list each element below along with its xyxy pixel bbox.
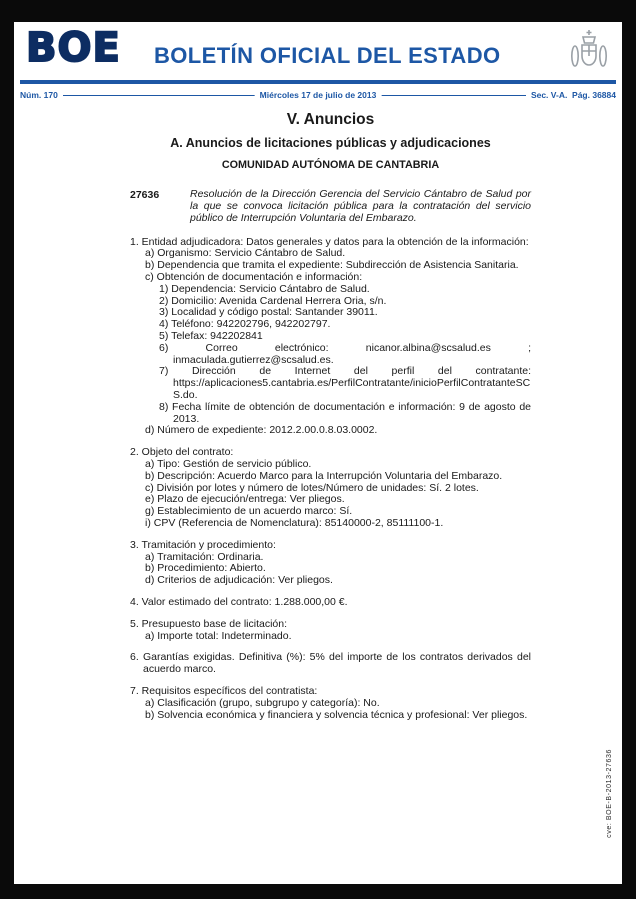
list-item-label: b) bbox=[145, 469, 155, 482]
list-item-label: 4) bbox=[159, 318, 169, 331]
list-item: a) Tipo: Gestión de servicio público. bbox=[145, 457, 312, 470]
list-item-label: 4. bbox=[130, 595, 139, 608]
list-item-label: 1) bbox=[159, 282, 169, 295]
list-item: a) Clasificación (grupo, subgrupo y categoría): No. bbox=[145, 696, 380, 709]
list-item: b) Dependencia que tramita el expediente: Subdirección de Asistencia Sanitaria. bbox=[145, 259, 519, 272]
cve-vertical-text: cve: BOE-B-2013-27636 bbox=[606, 749, 613, 838]
announcement-header bbox=[130, 188, 531, 225]
list-item: 8) Fecha límite de obtención de documentación e información: 9 de agosto de 2013. bbox=[159, 400, 531, 425]
list-item-label: a) bbox=[145, 696, 155, 709]
list-item: i) CPV (Referencia de Nomenclatura): 85140000-2, 85111100-1. bbox=[145, 516, 444, 529]
list-item: 1. Entidad adjudicadora: Datos generales y datos para la obtención de la información: bbox=[130, 235, 529, 248]
list-item: b) Descripción: Acuerdo Marco para la Interrupción Voluntaria del Embarazo. bbox=[145, 469, 503, 482]
issue-number: Núm. 170 bbox=[20, 88, 63, 102]
list-item: 3) Localidad y código postal: Santander 39011. bbox=[159, 306, 378, 319]
list-item: 4. Valor estimado del contrato: 1.288.000,00 €. bbox=[130, 595, 348, 608]
list-item: b) Solvencia económica y financiera y solvencia técnica y profesional: Ver pliegos. bbox=[145, 708, 528, 721]
list-item-label: 6. bbox=[130, 651, 139, 664]
list-item: a) Tramitación: Ordinaria. bbox=[145, 550, 264, 563]
list-item-label: 5) bbox=[159, 329, 169, 342]
list-item: a) Importe total: Indeterminado. bbox=[145, 629, 292, 642]
list-item-label: b) bbox=[145, 708, 155, 721]
list-item-label: 8) bbox=[159, 400, 169, 413]
list-item-label: c) bbox=[145, 271, 154, 283]
masthead-rule bbox=[20, 80, 616, 84]
list-item: a) Organismo: Servicio Cántabro de Salud. bbox=[145, 247, 346, 260]
authority-title: COMUNIDAD AUTÓNOMA DE CANTABRIA bbox=[221, 159, 440, 171]
list-item: e) Plazo de ejecución/entrega: Ver pliegos. bbox=[145, 493, 345, 506]
coat-of-arms-icon bbox=[570, 28, 608, 79]
boe-logo: BOE bbox=[26, 25, 121, 71]
list-item-label: 5. bbox=[130, 617, 139, 630]
list-item: 6. Garantías exigidas. Definitiva (%): 5% del importe de los contratos derivados del acuerdo marco. bbox=[130, 651, 531, 676]
list-item: 5. Presupuesto base de licitación: bbox=[130, 617, 288, 630]
list-item: g) Establecimiento de un acuerdo marco: Sí. bbox=[145, 505, 353, 518]
gazette-page bbox=[14, 22, 622, 884]
list-item: 6) Correo electrónico: nicanor.albina@scsalud.es ; inmaculada.gutierrez@scsalud.es. bbox=[159, 341, 531, 366]
issue-meta-row bbox=[20, 88, 616, 102]
list-item-label: a) bbox=[145, 247, 155, 260]
announcement-body bbox=[130, 237, 531, 722]
list-item: b) Procedimiento: Abierto. bbox=[145, 562, 266, 575]
list-item-label: 2. bbox=[130, 446, 139, 459]
subsection-title: A. Anuncios de licitaciones públicas y adjudicaciones bbox=[170, 136, 491, 150]
content-column bbox=[130, 111, 531, 721]
list-item-label: 7. bbox=[130, 684, 139, 697]
list-item: 7. Requisitos específicos del contratista: bbox=[130, 684, 318, 697]
list-item-label: a) bbox=[145, 457, 155, 470]
list-item-label: 3. bbox=[130, 538, 139, 551]
masthead bbox=[14, 22, 622, 80]
list-item: c) Obtención de documentación e información: bbox=[145, 271, 363, 283]
announcement-summary: Resolución de la Dirección Gerencia del Servicio Cántabro de Salud por la que se convoca licitación pública para la contratación del servicio público de Interrupción Voluntaria del Embarazo. bbox=[190, 188, 531, 225]
list-item: d) Número de expediente: 2012.2.00.0.8.03.0002. bbox=[145, 424, 378, 437]
list-item-label: e) bbox=[145, 493, 155, 506]
list-item: 2. Objeto del contrato: bbox=[130, 446, 234, 459]
list-item: 1) Dependencia: Servicio Cántabro de Salud. bbox=[159, 282, 370, 295]
list-item-label: d) bbox=[145, 574, 155, 587]
list-item-label: 2) bbox=[159, 294, 169, 307]
masthead-title: BOLETÍN OFICIAL DEL ESTADO bbox=[154, 43, 501, 68]
list-item-label: i) bbox=[145, 516, 151, 529]
list-item: 4) Teléfono: 942202796, 942202797. bbox=[159, 318, 331, 331]
list-item-label: 1. bbox=[130, 235, 139, 248]
list-item: d) Criterios de adjudicación: Ver pliegos. bbox=[145, 574, 333, 587]
announcement-number: 27636 bbox=[130, 189, 160, 201]
list-item: c) División por lotes y número de lotes/Número de unidades: Sí. 2 lotes. bbox=[145, 481, 479, 494]
section-page-ref: Sec. V-A. Pág. 36884 bbox=[526, 88, 616, 102]
list-item-label: a) bbox=[145, 550, 155, 563]
list-item: 5) Telefax: 942202841 bbox=[159, 329, 263, 342]
list-item-label: a) bbox=[145, 629, 155, 642]
list-item-label: 3) bbox=[159, 306, 169, 319]
list-item-label: c) bbox=[145, 481, 154, 494]
list-item-label: d) bbox=[145, 424, 155, 437]
list-item-label: 7) bbox=[159, 365, 169, 378]
issue-date: Miércoles 17 de julio de 2013 bbox=[255, 88, 382, 102]
list-item: 2) Domicilio: Avenida Cardenal Herrera Oria, s/n. bbox=[159, 294, 387, 307]
list-item: 7) Dirección de Internet del perfil del contratante: https://aplicaciones5.cantabria.es/PerfilContratante/inicioPerfilContratanteSCS.do. bbox=[159, 365, 531, 401]
list-item-label: b) bbox=[145, 562, 155, 575]
section-title: V. Anuncios bbox=[286, 111, 375, 128]
list-item: 3. Tramitación y procedimiento: bbox=[130, 538, 276, 551]
list-item-label: b) bbox=[145, 259, 155, 272]
list-item-label: 6) bbox=[159, 341, 169, 354]
list-item-label: g) bbox=[145, 505, 155, 518]
